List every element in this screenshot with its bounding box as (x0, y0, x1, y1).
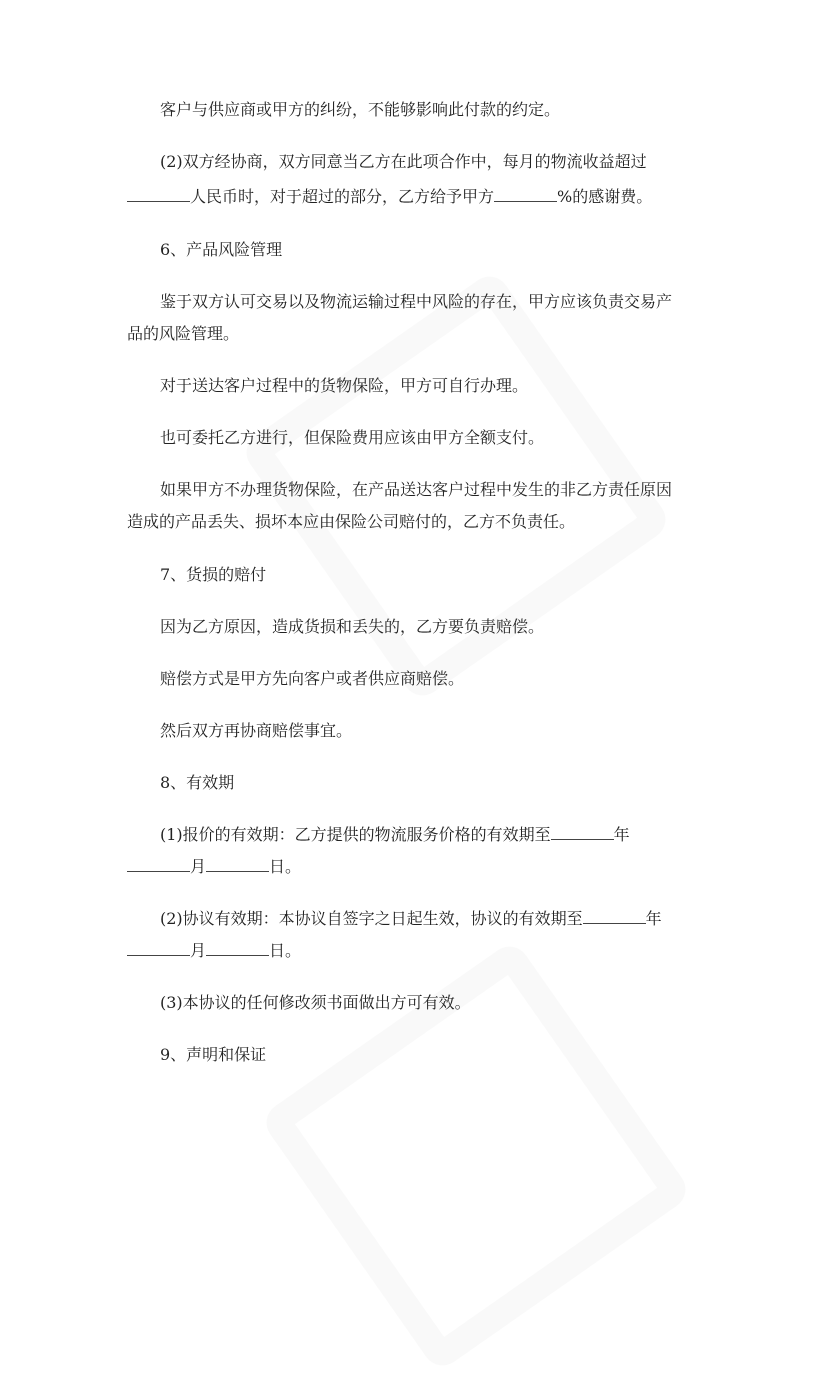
paragraph: 对于送达客户过程中的货物保险，甲方可自行办理。 (160, 376, 529, 395)
section-heading: 7、货损的赔付 (160, 565, 267, 584)
paragraph-line (160, 909, 662, 929)
blank-field (127, 187, 190, 202)
text: 日。 (269, 857, 302, 876)
paragraph: 品的风险管理。 (127, 324, 240, 343)
text: (1)报价的有效期：乙方提供的物流服务价格的有效期至 (160, 825, 551, 844)
paragraph: (2)双方经协商，双方同意当乙方在此项合作中，每月的物流收益超过 (160, 152, 647, 171)
paragraph: 造成的产品丢失、损坏本应由保险公司赔付的，乙方不负责任。 (127, 512, 576, 531)
text: 日。 (269, 941, 302, 960)
paragraph: 鉴于双方认可交易以及物流运输过程中风险的存在，甲方应该负责交易产 (160, 292, 673, 311)
paragraph: 如果甲方不办理货物保险，在产品送达客户过程中发生的非乙方责任原因 (160, 480, 673, 499)
section-heading: 8、有效期 (160, 773, 235, 792)
text: 月 (190, 941, 207, 960)
paragraph-line (160, 825, 630, 845)
section-heading: 6、产品风险管理 (160, 240, 283, 259)
text: 人民币时，对于超过的部分，乙方给予甲方 (190, 187, 495, 206)
paragraph: (3)本协议的任何修改须书面做出方可有效。 (160, 993, 471, 1012)
paragraph: 客户与供应商或甲方的纠纷，不能够影响此付款的约定。 (160, 100, 561, 119)
blank-field (551, 825, 614, 840)
text: %的感谢费。 (557, 187, 653, 206)
section-heading: 9、声明和保证 (160, 1045, 267, 1064)
text: 月 (190, 857, 207, 876)
text: 年 (645, 909, 662, 928)
blank-field (494, 187, 557, 202)
paragraph-line (127, 941, 301, 961)
paragraph: 因为乙方原因，造成货损和丢失的，乙方要负责赔偿。 (160, 617, 545, 636)
blank-field (206, 857, 269, 872)
blank-field (127, 857, 190, 872)
blank-field (206, 941, 269, 956)
blank-field (583, 909, 646, 924)
paragraph-line (127, 187, 652, 207)
paragraph-line (127, 857, 301, 877)
paragraph: 赔偿方式是甲方先向客户或者供应商赔偿。 (160, 669, 465, 688)
paragraph: 然后双方再协商赔偿事宜。 (160, 721, 353, 740)
paragraph: 也可委托乙方进行，但保险费用应该由甲方全额支付。 (160, 428, 545, 447)
blank-field (127, 941, 190, 956)
text: 年 (613, 825, 630, 844)
text: (2)协议有效期：本协议自签字之日起生效，协议的有效期至 (160, 909, 583, 928)
